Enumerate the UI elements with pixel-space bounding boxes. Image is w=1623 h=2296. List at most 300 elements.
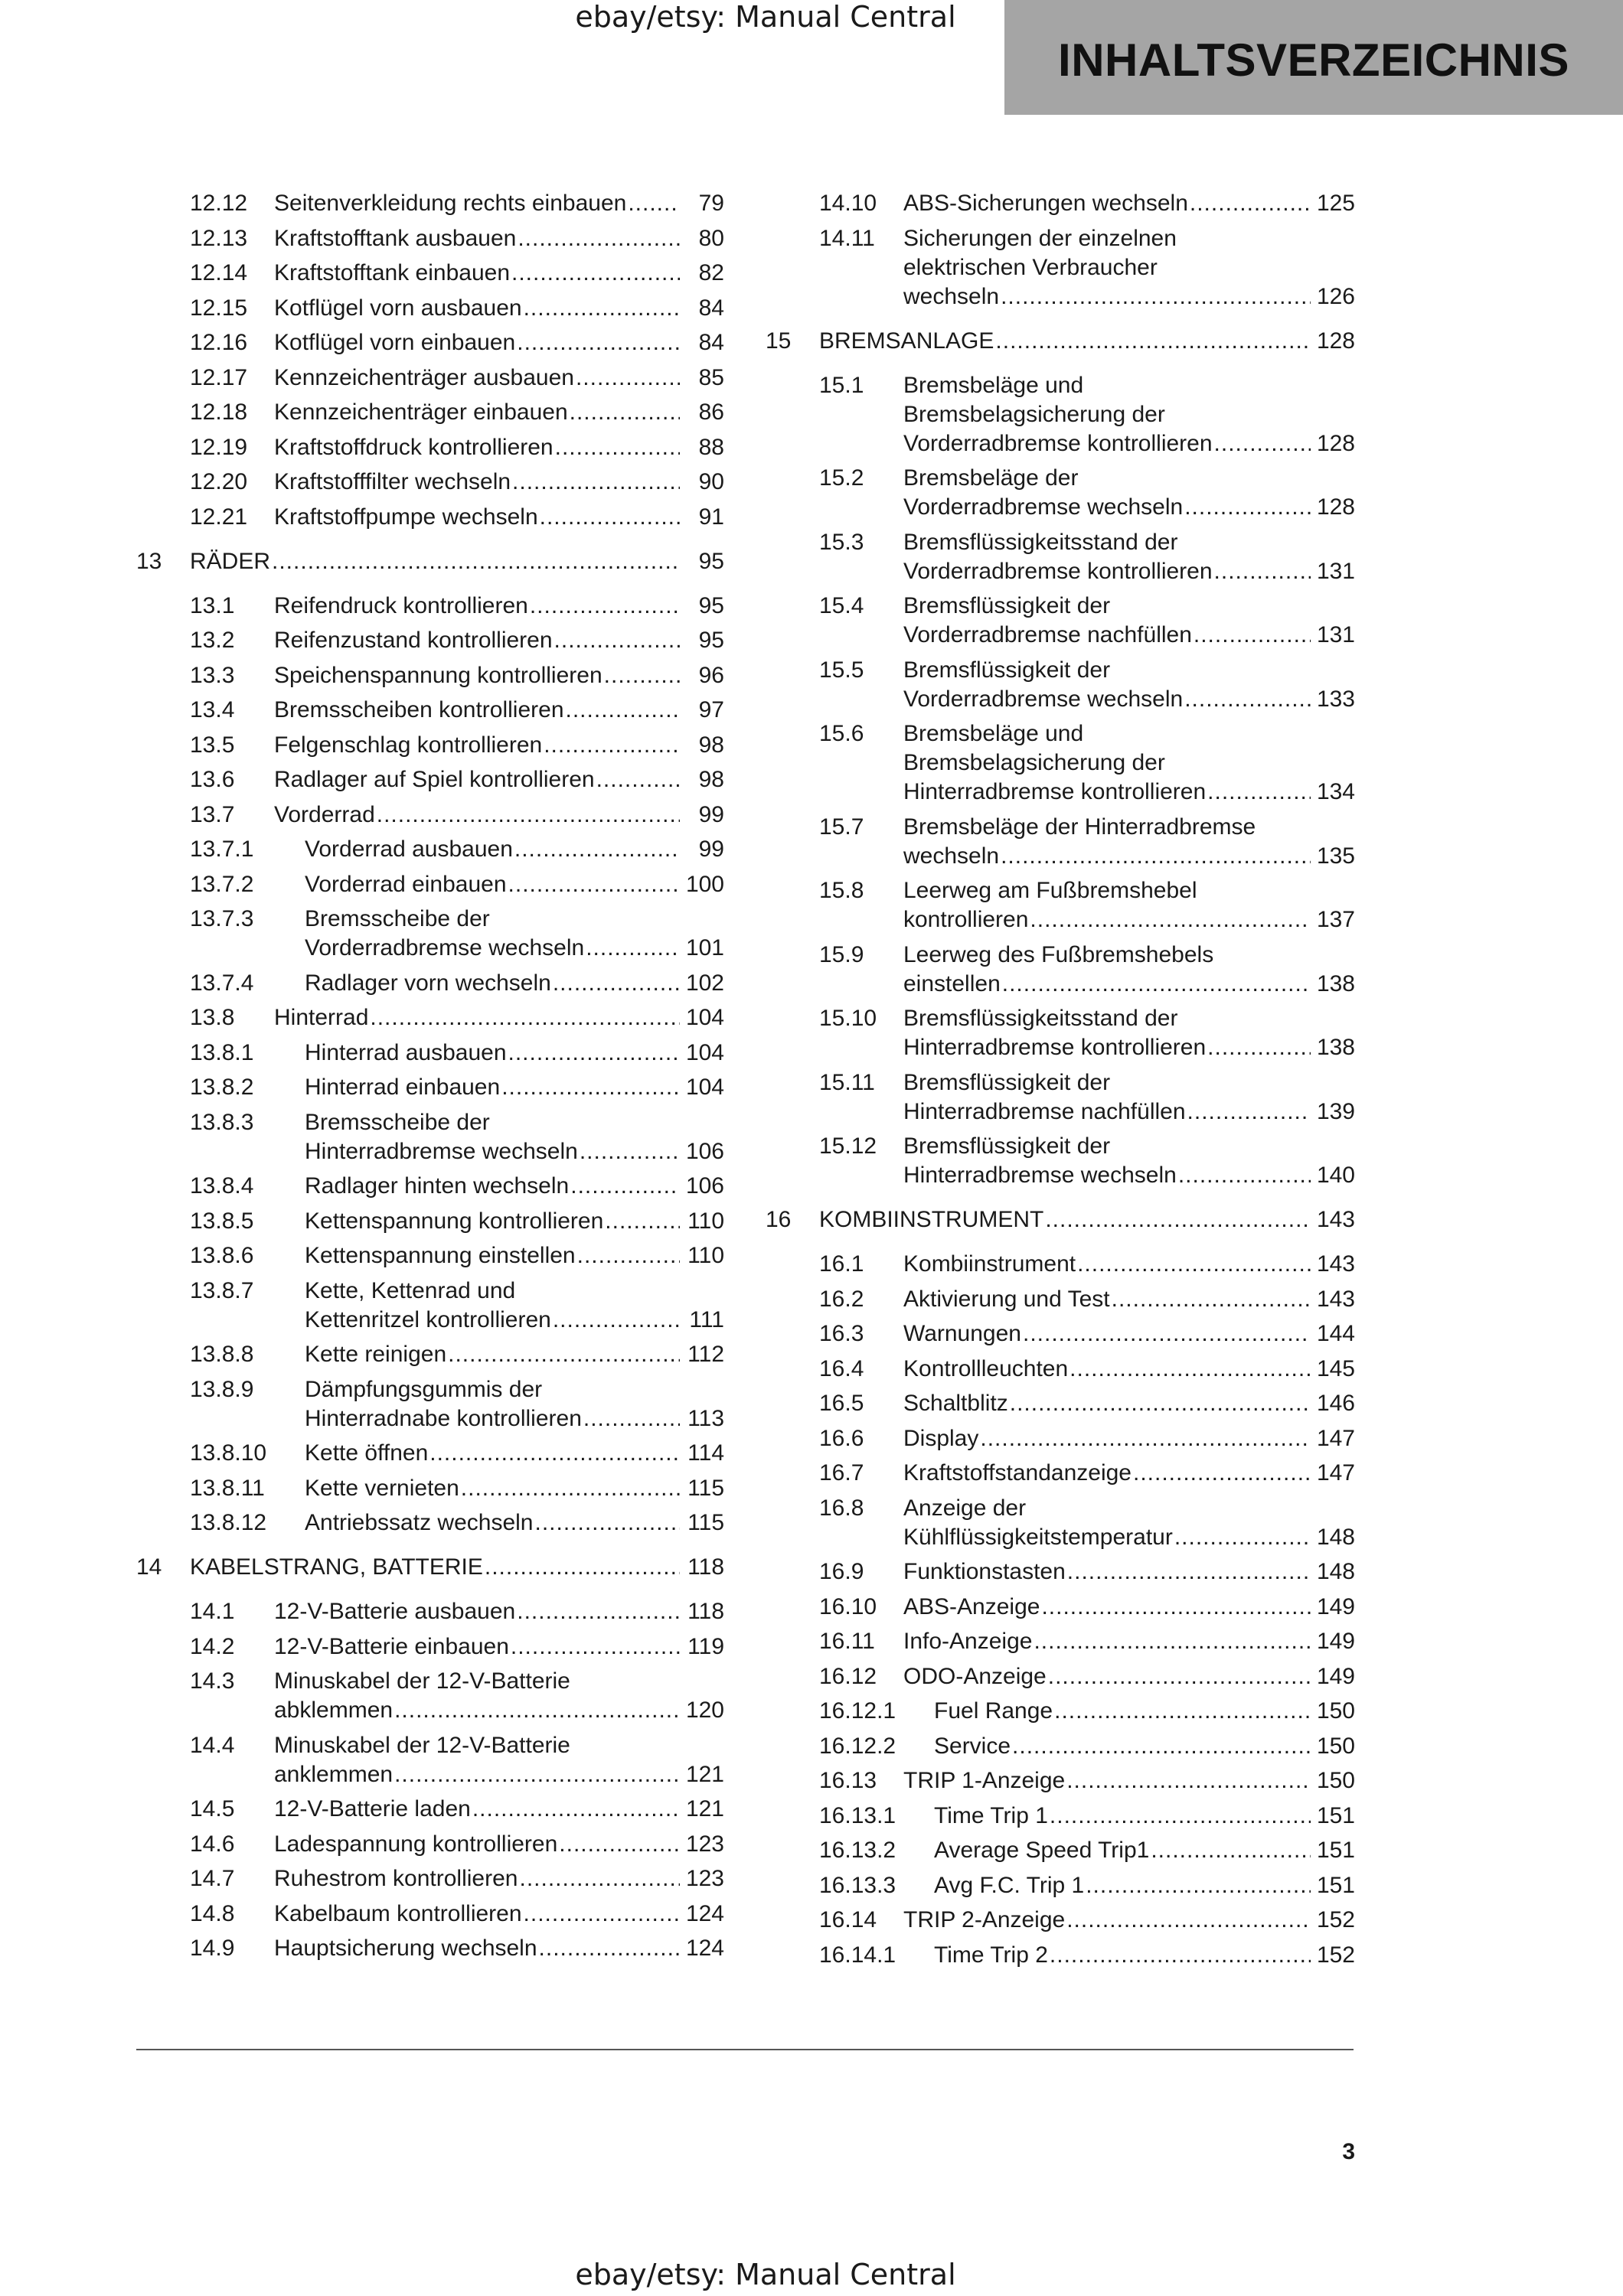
toc-entry-text: [274, 294, 724, 323]
toc-entry-number: 15.6: [819, 721, 864, 746]
toc-entry-text: [903, 876, 1355, 934]
toc-entry[interactable]: [766, 464, 1355, 522]
toc-entry-page: 121: [685, 1761, 724, 1787]
toc-entry[interactable]: [766, 224, 1355, 311]
toc-entry[interactable]: [136, 259, 724, 288]
toc-entry-title: Kombiinstrument: [903, 1251, 1076, 1277]
toc-entry-number: 13.8: [190, 1005, 235, 1030]
toc-entry[interactable]: [136, 189, 724, 218]
toc-entry-line: [274, 765, 724, 794]
toc-entry[interactable]: [136, 1731, 724, 1789]
toc-entry-title: Kraftstofftank ausbauen: [274, 225, 517, 251]
toc-entry-line: [903, 1593, 1355, 1622]
toc-entry-title-line: Minuskabel der 12-V-Batterie: [274, 1732, 570, 1758]
dot-leader: [370, 1003, 680, 1032]
toc-entry-number: 14.9: [190, 1936, 235, 1961]
toc-entry-line: [305, 1039, 724, 1068]
toc-entry-title: Kraftstoffdruck kontrollieren: [274, 434, 554, 460]
toc-entry-line: [934, 1941, 1355, 1970]
toc-entry[interactable]: [766, 189, 1355, 218]
toc-entry-line: [305, 1404, 724, 1433]
toc-entry-page: 131: [1316, 558, 1355, 584]
toc-entry-line: [934, 1871, 1355, 1900]
toc-entry[interactable]: [766, 1355, 1355, 1384]
toc-entry-title-line: Bremsflüssigkeitsstand der: [903, 529, 1178, 555]
dot-leader: [518, 224, 680, 253]
toc-entry-text: [305, 835, 724, 864]
toc-entry-line: [274, 1597, 724, 1626]
dot-leader: [555, 433, 680, 462]
toc-entry-page: 104: [685, 1039, 724, 1065]
toc-entry[interactable]: [766, 371, 1355, 458]
toc-entry-page: 110: [687, 1208, 724, 1234]
toc-entry-text: [934, 1941, 1355, 1970]
toc-entry-page: 126: [1316, 283, 1355, 309]
toc-entry-line: [903, 1766, 1355, 1795]
toc-entry-line: [903, 621, 1355, 650]
dot-leader: [517, 1597, 680, 1626]
dot-leader: [995, 327, 1311, 356]
toc-entry-number: 13.8.5: [190, 1208, 254, 1234]
toc-entry-text: [903, 1389, 1355, 1418]
toc-entry-line: [274, 364, 724, 393]
toc-entry[interactable]: [136, 1508, 724, 1538]
toc-entry-number: 14.2: [190, 1633, 235, 1659]
toc-entry[interactable]: [766, 1285, 1355, 1314]
toc-entry-page: 91: [698, 504, 724, 530]
toc-entry[interactable]: [766, 1697, 1355, 1726]
toc-entry[interactable]: [136, 1241, 724, 1270]
toc-entry-title-line: Leerweg am Fußbremshebel: [903, 878, 1197, 903]
toc-entry[interactable]: [766, 813, 1355, 871]
toc-entry-text: [305, 905, 724, 963]
toc-entry-text: [305, 1508, 724, 1538]
toc-entry-page: 98: [698, 767, 724, 792]
toc-entry[interactable]: [766, 1766, 1355, 1795]
toc-entry-number: 13.4: [190, 697, 235, 722]
toc-entry[interactable]: [136, 1597, 724, 1626]
toc-entry-line: [305, 1508, 724, 1538]
toc-entry-text: [305, 1073, 724, 1102]
toc-entry-title: ABS-Sicherungen wechseln: [903, 191, 1188, 216]
toc-entry-number: 15.8: [819, 878, 864, 903]
toc-entry[interactable]: [766, 1557, 1355, 1587]
toc-entry[interactable]: [766, 1941, 1355, 1970]
toc-entry-title: TRIP 2-Anzeige: [903, 1907, 1066, 1932]
dot-leader: [485, 1553, 680, 1582]
toc-entry-title: Vorderradbremse kontrollieren: [903, 558, 1213, 584]
toc-entry-title-line: elektrischen Verbraucher: [903, 254, 1158, 280]
toc-entry-number: 14: [136, 1554, 162, 1580]
toc-entry-text: [274, 468, 724, 497]
toc-entry-title: Kabelbaum kontrollieren: [274, 1900, 522, 1926]
toc-entry[interactable]: [136, 1073, 724, 1102]
toc-entry[interactable]: [136, 592, 724, 621]
toc-entry[interactable]: [136, 294, 724, 323]
toc-entry-number: 14.4: [190, 1732, 235, 1758]
toc-chapter[interactable]: [766, 1205, 1355, 1234]
toc-entry[interactable]: [136, 626, 724, 655]
toc-entry-text: [903, 1593, 1355, 1622]
toc-entry-page: 128: [1316, 430, 1355, 456]
toc-entry-text: [903, 1004, 1355, 1062]
toc-entry-title: einstellen: [903, 970, 1001, 996]
toc-entry-number: 14.6: [190, 1831, 235, 1857]
toc-entry-number: 13.7.1: [190, 837, 254, 862]
toc-entry-number: 14.1: [190, 1599, 235, 1624]
toc-entry-line: [903, 1523, 1355, 1552]
toc-entry-title: Radlager vorn wechseln: [305, 970, 551, 996]
toc-entry-title-line: Bremsbelagsicherung der: [903, 750, 1165, 775]
dot-leader: [1054, 1697, 1311, 1726]
toc-entry-page: 151: [1316, 1838, 1355, 1863]
toc-entry-number: 13.3: [190, 662, 235, 688]
dot-leader: [1112, 1285, 1311, 1314]
toc-entry-number: 13.8.7: [190, 1277, 254, 1303]
dot-leader: [576, 364, 680, 393]
toc-entry-page: 152: [1316, 1907, 1355, 1932]
toc-entry-number: 14.5: [190, 1796, 235, 1821]
toc-entry-number: 13.2: [190, 628, 235, 653]
toc-entry-line: [274, 1934, 724, 1963]
toc-entry-text: [274, 731, 724, 760]
toc-entry[interactable]: [766, 1871, 1355, 1900]
toc-entry-number: 13.7.2: [190, 871, 254, 897]
toc-entry-number: 14.7: [190, 1866, 235, 1891]
toc-entry-title: Vorderradbremse kontrollieren: [903, 430, 1213, 456]
toc-entry-text: [274, 1003, 724, 1032]
toc-entry-line: [903, 557, 1355, 586]
toc-entry[interactable]: [136, 364, 724, 393]
page-title: INHALTSVERZEICHNIS: [1058, 34, 1569, 86]
toc-entry-title: Kraftstoffpumpe wechseln: [274, 504, 538, 530]
toc-entry[interactable]: [136, 1900, 724, 1929]
toc-entry-page: 147: [1316, 1460, 1355, 1486]
toc-entry[interactable]: [136, 468, 724, 497]
toc-entry-number: 14.11: [819, 225, 875, 251]
toc-entry[interactable]: [136, 1474, 724, 1503]
toc-entry-title: Vorderrad: [274, 801, 375, 827]
toc-entry-line: [305, 835, 724, 864]
dot-leader: [577, 1241, 680, 1270]
dot-leader: [570, 1172, 680, 1201]
toc-entry[interactable]: [136, 1830, 724, 1859]
toc-entry[interactable]: [136, 1108, 724, 1166]
toc-entry-text: [903, 1557, 1355, 1587]
toc-entry-title: KOMBIINSTRUMENT: [819, 1207, 1044, 1232]
toc-chapter[interactable]: [766, 327, 1355, 356]
toc-entry-number: 12.17: [190, 364, 248, 390]
toc-entry-number: 16.7: [819, 1460, 864, 1486]
toc-entry-text: [274, 433, 724, 462]
toc-entry-text: [903, 1662, 1355, 1691]
toc-entry-line: [903, 1424, 1355, 1453]
toc-entry-line: [903, 1250, 1355, 1279]
toc-entry-page: 86: [698, 400, 724, 425]
toc-entry-text: [305, 1241, 724, 1270]
toc-entry[interactable]: [766, 592, 1355, 650]
toc-entry[interactable]: [136, 433, 724, 462]
toc-entry-line: [934, 1802, 1355, 1831]
toc-entry-number: 16: [766, 1207, 792, 1232]
toc-entry-page: 150: [1316, 1698, 1355, 1724]
toc-entry-number: 13: [136, 548, 162, 574]
toc-entry-page: 131: [1316, 622, 1355, 647]
toc-entry-text: [274, 259, 724, 288]
toc-entry-text: [274, 765, 724, 794]
toc-entry[interactable]: [136, 1864, 724, 1893]
toc-entry[interactable]: [136, 801, 724, 830]
toc-entry-text: [903, 1494, 1355, 1552]
toc-entry-number: 15.2: [819, 465, 864, 491]
toc-entry[interactable]: [136, 1439, 724, 1468]
toc-entry[interactable]: [136, 1039, 724, 1068]
toc-entry-text: [305, 1172, 724, 1201]
toc-entry-line: [819, 327, 1355, 356]
toc-entry-text: [305, 1439, 724, 1468]
toc-chapter[interactable]: [136, 547, 724, 576]
toc-entry-page: 95: [698, 628, 724, 653]
toc-entry-text: [819, 1205, 1355, 1234]
toc-entry-line: [903, 1389, 1355, 1418]
toc-entry-number: 16.1: [819, 1251, 864, 1277]
toc-entry-title: BREMSANLAGE: [819, 328, 994, 354]
toc-entry-title: KABELSTRANG, BATTERIE: [190, 1554, 483, 1580]
toc-entry-title: Vorderradbremse wechseln: [903, 494, 1184, 520]
toc-entry[interactable]: [766, 656, 1355, 714]
toc-entry-line: [274, 294, 724, 323]
toc-entry[interactable]: [136, 696, 724, 725]
toc-entry[interactable]: [766, 876, 1355, 934]
dot-leader: [566, 696, 680, 725]
toc-entry[interactable]: [136, 1667, 724, 1725]
toc-entry[interactable]: [766, 1662, 1355, 1691]
dot-leader: [628, 189, 680, 218]
toc-entry[interactable]: [136, 1340, 724, 1369]
dot-leader: [604, 661, 680, 690]
toc-entry-title: Kontrollleuchten: [903, 1355, 1069, 1381]
toc-entry-number: 12.14: [190, 260, 248, 285]
toc-entry[interactable]: [766, 941, 1355, 999]
dot-leader: [1086, 1871, 1311, 1900]
toc-entry[interactable]: [136, 398, 724, 427]
toc-entry[interactable]: [136, 1795, 724, 1824]
toc-entry-page: 149: [1316, 1593, 1355, 1619]
toc-entry-number: 14.3: [190, 1668, 235, 1694]
toc-entry[interactable]: [766, 1319, 1355, 1349]
toc-entry-number: 13.7: [190, 801, 235, 827]
toc-entry-title: Kette vernieten: [305, 1475, 459, 1501]
toc-entry[interactable]: [136, 1207, 724, 1236]
toc-entry-title: wechseln: [903, 843, 1000, 869]
toc-entry-title: Info-Anzeige: [903, 1629, 1033, 1654]
toc-entry-page: 148: [1316, 1524, 1355, 1550]
dot-leader: [1187, 1097, 1311, 1127]
toc-entry-number: 12.12: [190, 191, 248, 216]
toc-entry[interactable]: [766, 1004, 1355, 1062]
toc-entry-page: 104: [685, 1075, 724, 1100]
toc-chapter[interactable]: [136, 1553, 724, 1582]
toc-entry[interactable]: [136, 731, 724, 760]
toc-entry-title-line: Bremsflüssigkeit der: [903, 593, 1111, 618]
dot-leader: [394, 1696, 680, 1725]
toc-entry-page: 100: [685, 871, 724, 897]
toc-entry[interactable]: [136, 1003, 724, 1032]
dot-leader: [448, 1340, 680, 1369]
toc-entry-title: Vorderradbremse nachfüllen: [903, 622, 1192, 647]
dot-leader: [1001, 282, 1311, 311]
toc-entry[interactable]: [136, 1277, 724, 1335]
toc-entry-text: [274, 189, 724, 218]
toc-entry[interactable]: [136, 224, 724, 253]
toc-entry-title: Kraftstofftank einbauen: [274, 260, 510, 285]
toc-entry-page: 97: [698, 697, 724, 722]
toc-entry[interactable]: [766, 1494, 1355, 1552]
dot-leader: [508, 1039, 680, 1068]
toc-entry-text: [903, 224, 1355, 311]
toc-entry-text: [819, 327, 1355, 356]
toc-entry-text: [903, 1250, 1355, 1279]
toc-entry-line: [274, 224, 724, 253]
toc-entry[interactable]: [136, 503, 724, 532]
toc-entry[interactable]: [766, 1836, 1355, 1865]
toc-entry-title: Kotflügel vorn einbauen: [274, 330, 516, 355]
toc-entry-title-line: Bremsflüssigkeit der: [903, 657, 1111, 683]
toc-entry-line: [274, 1795, 724, 1824]
toc-entry-text: [934, 1697, 1355, 1726]
toc-entry-number: 13.8.4: [190, 1173, 254, 1199]
toc-entry-text: [934, 1802, 1355, 1831]
toc-entry[interactable]: [766, 719, 1355, 807]
toc-entry[interactable]: [136, 661, 724, 690]
toc-entry-text: [274, 592, 724, 621]
toc-entry[interactable]: [136, 328, 724, 357]
toc-entry-text: [903, 719, 1355, 807]
toc-entry[interactable]: [766, 1732, 1355, 1761]
dot-leader: [514, 835, 680, 864]
toc-entry-line: [274, 1632, 724, 1662]
toc-entry-line: [305, 1073, 724, 1102]
dot-leader: [1030, 905, 1311, 934]
toc-entry-page: 121: [685, 1796, 724, 1821]
toc-entry-text: [274, 1795, 724, 1824]
toc-entry-line: [274, 398, 724, 427]
toc-entry[interactable]: [136, 835, 724, 864]
toc-entry[interactable]: [766, 1627, 1355, 1656]
dot-leader: [1034, 1627, 1311, 1656]
toc-entry[interactable]: [766, 528, 1355, 586]
toc-entry[interactable]: [766, 1389, 1355, 1418]
toc-entry-line: [934, 1697, 1355, 1726]
toc-entry-title: Hinterrad einbauen: [305, 1075, 501, 1100]
toc-entry[interactable]: [136, 1375, 724, 1433]
toc-entry[interactable]: [766, 1250, 1355, 1279]
toc-entry-line: [903, 1906, 1355, 1935]
toc-entry[interactable]: [766, 1424, 1355, 1453]
toc-entry-title-line: Bremsbeläge und: [903, 721, 1084, 746]
toc-entry-page: 106: [685, 1138, 724, 1164]
toc-entry-line: [274, 661, 724, 690]
toc-entry-text: [190, 547, 724, 576]
dot-leader: [1001, 842, 1311, 871]
toc-entry-text: [305, 870, 724, 899]
toc-entry-page: 101: [685, 935, 724, 960]
dot-leader: [501, 1073, 680, 1102]
toc-entry[interactable]: [766, 1906, 1355, 1935]
dot-leader: [544, 731, 680, 760]
toc-entry-title: Antriebssatz wechseln: [305, 1510, 534, 1535]
toc-entry[interactable]: [766, 1802, 1355, 1831]
toc-entry-page: 143: [1316, 1286, 1355, 1312]
toc-entry[interactable]: [766, 1593, 1355, 1622]
toc-entry-text: [934, 1871, 1355, 1900]
toc-entry-page: 149: [1316, 1663, 1355, 1689]
toc-entry[interactable]: [136, 969, 724, 998]
toc-entry-line: [305, 870, 724, 899]
toc-entry-title: Vorderradbremse wechseln: [305, 935, 585, 960]
toc-entry-title: Schaltblitz: [903, 1391, 1008, 1416]
toc-entry-title: Kette öffnen: [305, 1440, 429, 1466]
toc-entry-page: 85: [698, 364, 724, 390]
toc-entry-line: [903, 842, 1355, 871]
dot-leader: [1151, 1836, 1311, 1865]
toc-entry-number: 12.13: [190, 225, 248, 251]
toc-entry-text: [903, 1627, 1355, 1656]
toc-entry-title: Speichenspannung kontrollieren: [274, 662, 603, 688]
toc-entry[interactable]: [136, 1934, 724, 1963]
toc-entry-text: [903, 1906, 1355, 1935]
dot-leader: [512, 468, 680, 497]
dot-leader: [1207, 778, 1311, 807]
toc-entry-number: 16.6: [819, 1425, 864, 1451]
toc-entry[interactable]: [766, 1068, 1355, 1127]
toc-entry-line: [903, 1662, 1355, 1691]
toc-entry-page: 95: [698, 592, 724, 618]
dot-leader: [559, 1830, 680, 1859]
dot-leader: [1069, 1355, 1311, 1384]
toc-entry-title: Kraftstoffstandanzeige: [903, 1460, 1132, 1486]
dot-leader: [1190, 189, 1311, 218]
toc-entry-title-line: Anzeige der: [903, 1495, 1027, 1521]
dot-leader: [534, 1508, 680, 1538]
toc-entry[interactable]: [136, 1632, 724, 1662]
toc-entry-number: 15.10: [819, 1006, 877, 1031]
toc-entry[interactable]: [766, 1459, 1355, 1488]
toc-entry-title: RÄDER: [190, 548, 271, 574]
toc-entry[interactable]: [136, 765, 724, 794]
toc-entry-title: Hinterradbremse wechseln: [305, 1138, 578, 1164]
dot-leader: [524, 294, 680, 323]
toc-entry-number: 15.12: [819, 1133, 877, 1159]
toc-entry-page: 146: [1316, 1391, 1355, 1416]
toc-entry-page: 152: [1316, 1942, 1355, 1968]
toc-entry-text: [903, 1132, 1355, 1190]
toc-entry[interactable]: [136, 905, 724, 963]
toc-entry-title: Service: [934, 1733, 1011, 1759]
toc-entry-line: [903, 1627, 1355, 1656]
toc-entry[interactable]: [136, 870, 724, 899]
toc-entry[interactable]: [136, 1172, 724, 1201]
toc-left-column: [136, 189, 724, 1969]
dot-leader: [1050, 1941, 1311, 1970]
toc-entry-line: [274, 1900, 724, 1929]
toc-entry[interactable]: [766, 1132, 1355, 1190]
toc-entry-text: [274, 1934, 724, 1963]
toc-entry-page: 115: [687, 1475, 724, 1501]
toc-entry-title: Time Trip 1: [934, 1802, 1048, 1828]
toc-entry-line: [903, 282, 1355, 311]
toc-entry-page: 138: [1316, 1035, 1355, 1060]
